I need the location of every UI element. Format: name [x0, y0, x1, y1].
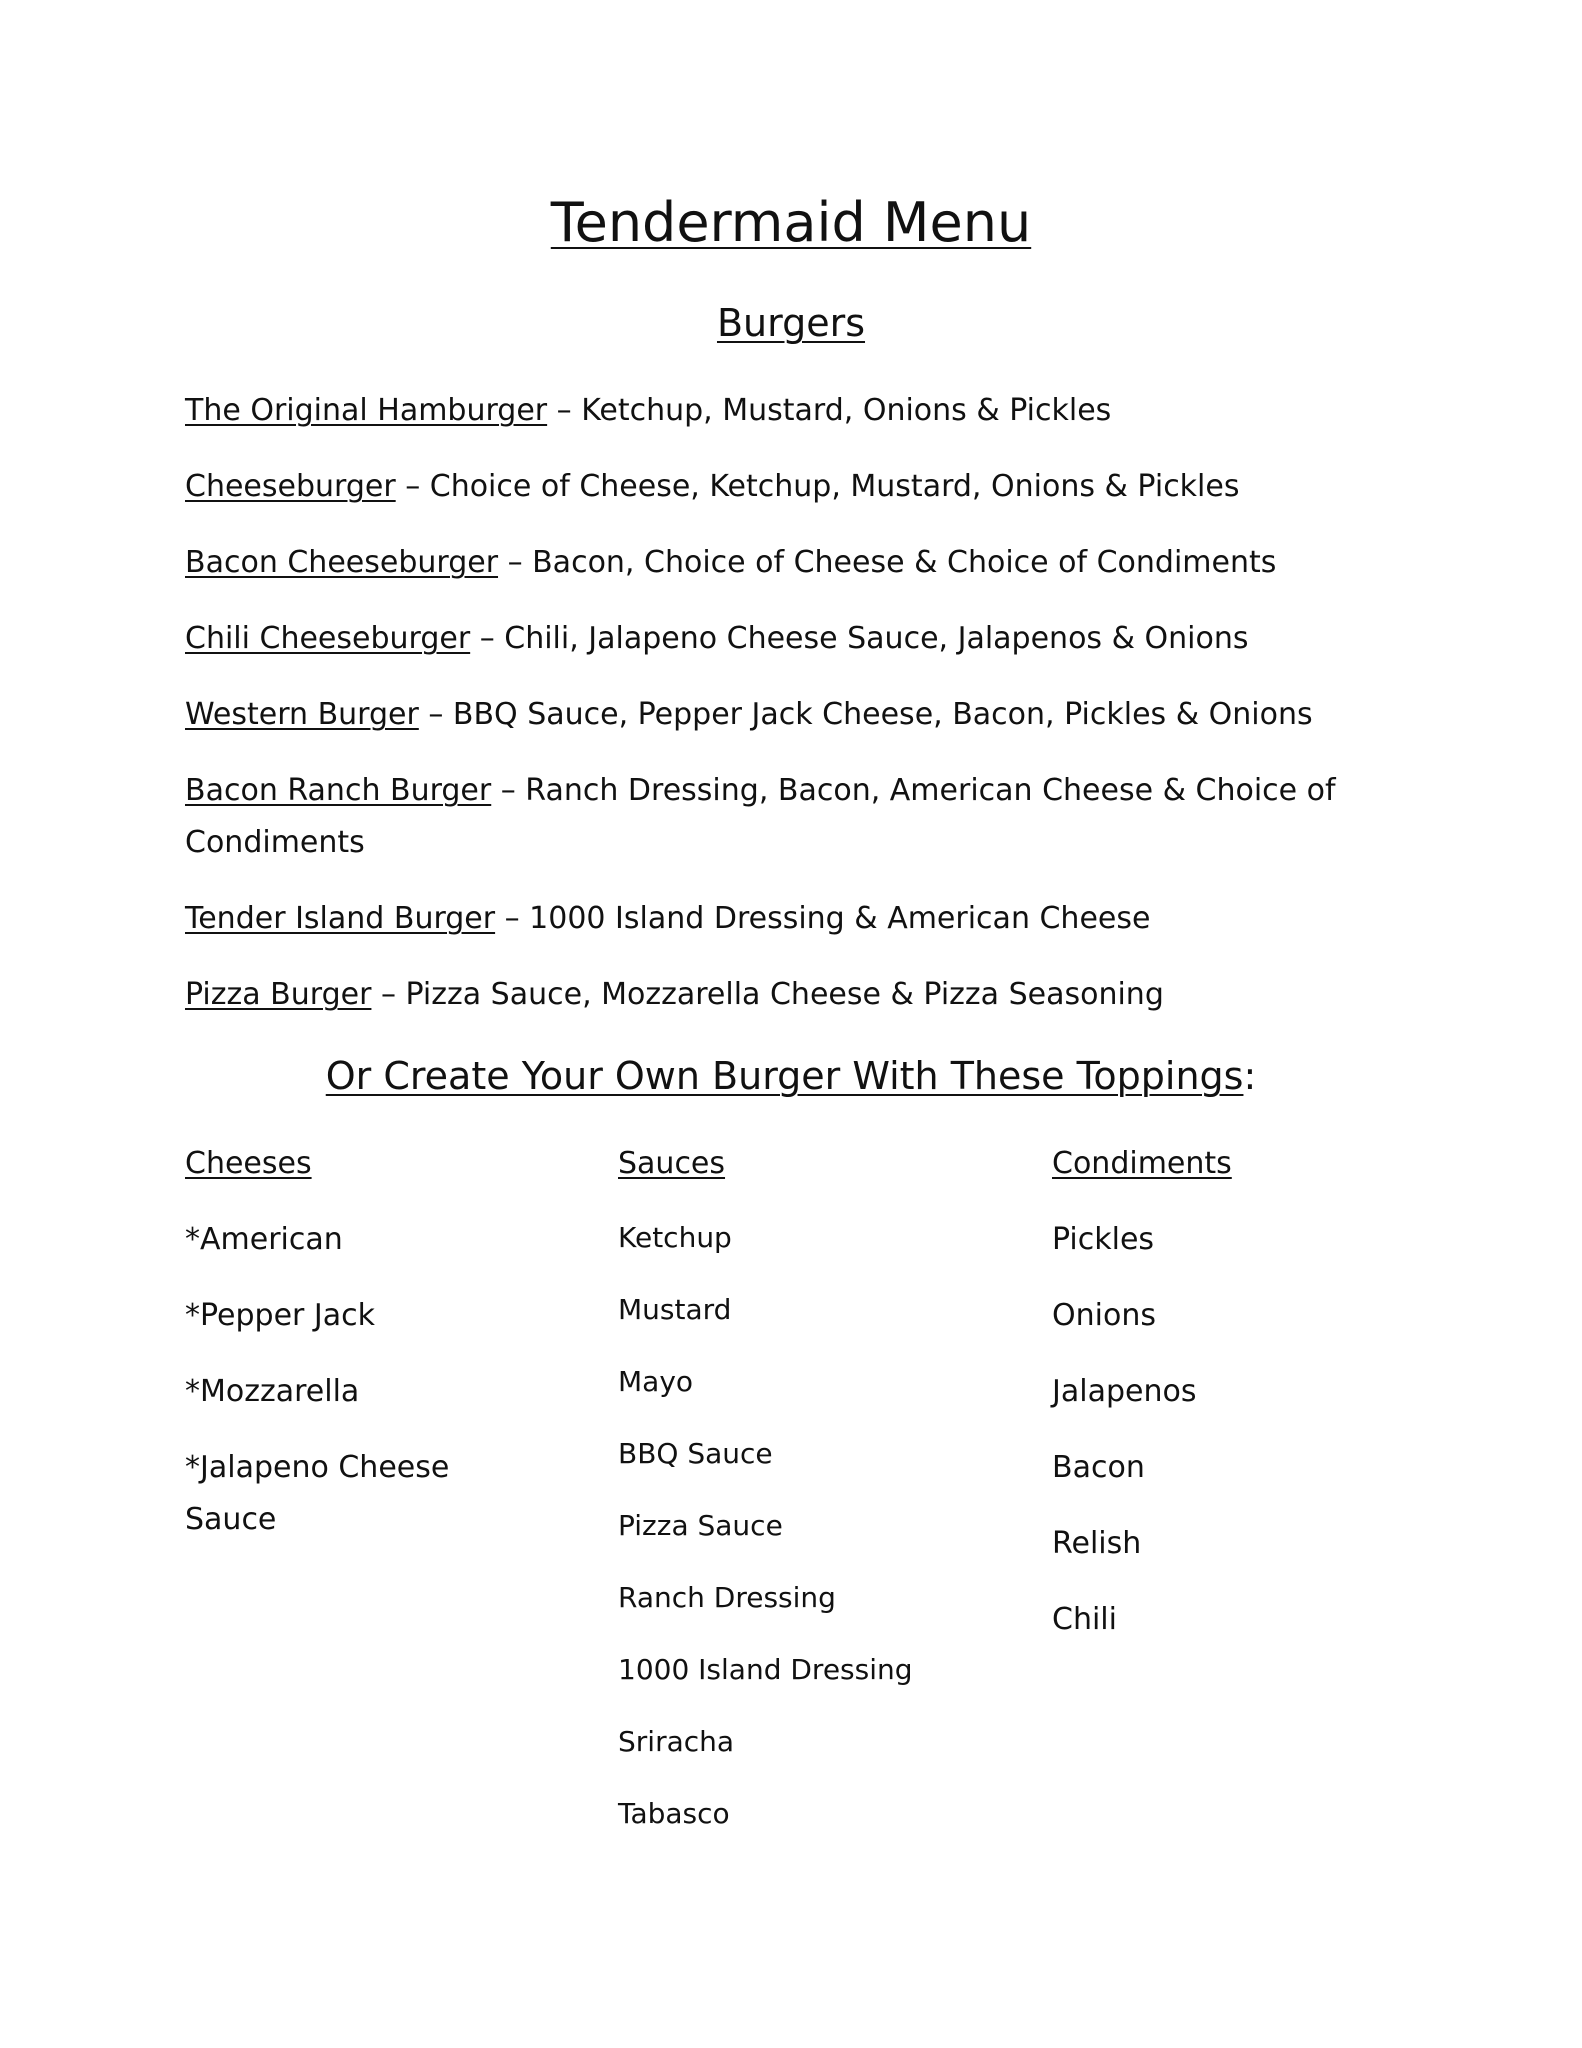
burgers-heading-text: Burgers: [716, 301, 866, 345]
burger-description: – Chili, Jalapeno Cheese Sauce, Jalapenos & Onions: [470, 621, 1249, 656]
burger-name: Chili Cheeseburger: [185, 621, 471, 656]
burger-name: Cheeseburger: [185, 469, 396, 504]
list-item: Ketchup: [618, 1221, 732, 1254]
burger-item: [185, 461, 1415, 513]
burger-description: – Ranch Dressing, Bacon, American Cheese & Choice of Condiments: [185, 773, 1336, 860]
list-item: *American: [185, 1222, 343, 1257]
condiments-list: [1052, 1214, 1432, 1646]
list-item: Jalapenos: [1052, 1374, 1197, 1409]
burger-description: – 1000 Island Dressing & American Cheese: [495, 901, 1151, 936]
list-item: Tabasco: [618, 1797, 730, 1830]
list-item: Sriracha: [618, 1725, 735, 1758]
toppings-heading: [0, 1050, 1582, 1102]
list-item: Relish: [1052, 1526, 1142, 1561]
sauces-heading-text: Sauces: [618, 1146, 726, 1181]
condiments-heading: [1052, 1138, 1432, 1190]
page-title: [0, 188, 1582, 258]
burger-name: Tender Island Burger: [185, 901, 496, 936]
burger-item: [185, 613, 1415, 665]
list-item: Pickles: [1052, 1222, 1155, 1257]
list-item: *Jalapeno Cheese Sauce: [185, 1450, 450, 1537]
list-item: Pizza Sauce: [618, 1509, 783, 1542]
burger-item: [185, 537, 1415, 589]
burger-item: [185, 689, 1415, 741]
sauces-column: [618, 1138, 998, 1862]
toppings-heading-colon: :: [1243, 1054, 1257, 1098]
burger-item: [185, 385, 1415, 437]
burger-name: Bacon Cheeseburger: [185, 545, 499, 580]
list-item: *Pepper Jack: [185, 1298, 375, 1333]
burger-name: Western Burger: [185, 697, 419, 732]
condiments-heading-text: Condiments: [1052, 1146, 1232, 1181]
page-title-text: Tendermaid Menu: [550, 191, 1032, 254]
list-item: *Mozzarella: [185, 1374, 360, 1409]
burger-description: – Ketchup, Mustard, Onions & Pickles: [547, 393, 1112, 428]
burger-list: [185, 385, 1415, 1045]
cheeses-list: [185, 1214, 515, 1546]
burger-description: – Choice of Cheese, Ketchup, Mustard, Onions & Pickles: [395, 469, 1240, 504]
burger-description: – Bacon, Choice of Cheese & Choice of Condiments: [498, 545, 1277, 580]
list-item: Mustard: [618, 1293, 732, 1326]
list-item: Chili: [1052, 1602, 1117, 1637]
cheeses-heading: [185, 1138, 515, 1190]
burger-item: [185, 893, 1415, 945]
burger-name: The Original Hamburger: [185, 393, 548, 428]
burger-name: Bacon Ranch Burger: [185, 773, 492, 808]
sauces-list: [618, 1214, 998, 1838]
burgers-heading: [0, 298, 1582, 348]
toppings-heading-text: Or Create Your Own Burger With These Toppings: [325, 1054, 1244, 1098]
burger-name: Pizza Burger: [185, 977, 372, 1012]
burger-description: – Pizza Sauce, Mozzarella Cheese & Pizza Seasoning: [371, 977, 1164, 1012]
condiments-column: [1052, 1138, 1432, 1670]
sauces-heading: [618, 1138, 998, 1190]
list-item: 1000 Island Dressing: [618, 1653, 913, 1686]
burger-item: [185, 765, 1415, 869]
list-item: Mayo: [618, 1365, 694, 1398]
burger-description: – BBQ Sauce, Pepper Jack Cheese, Bacon, Pickles & Onions: [418, 697, 1313, 732]
list-item: Onions: [1052, 1298, 1156, 1333]
list-item: Ranch Dressing: [618, 1581, 836, 1614]
burger-item: [185, 969, 1415, 1021]
cheeses-column: [185, 1138, 515, 1570]
list-item: Bacon: [1052, 1450, 1145, 1485]
list-item: BBQ Sauce: [618, 1437, 773, 1470]
cheeses-heading-text: Cheeses: [185, 1146, 312, 1181]
